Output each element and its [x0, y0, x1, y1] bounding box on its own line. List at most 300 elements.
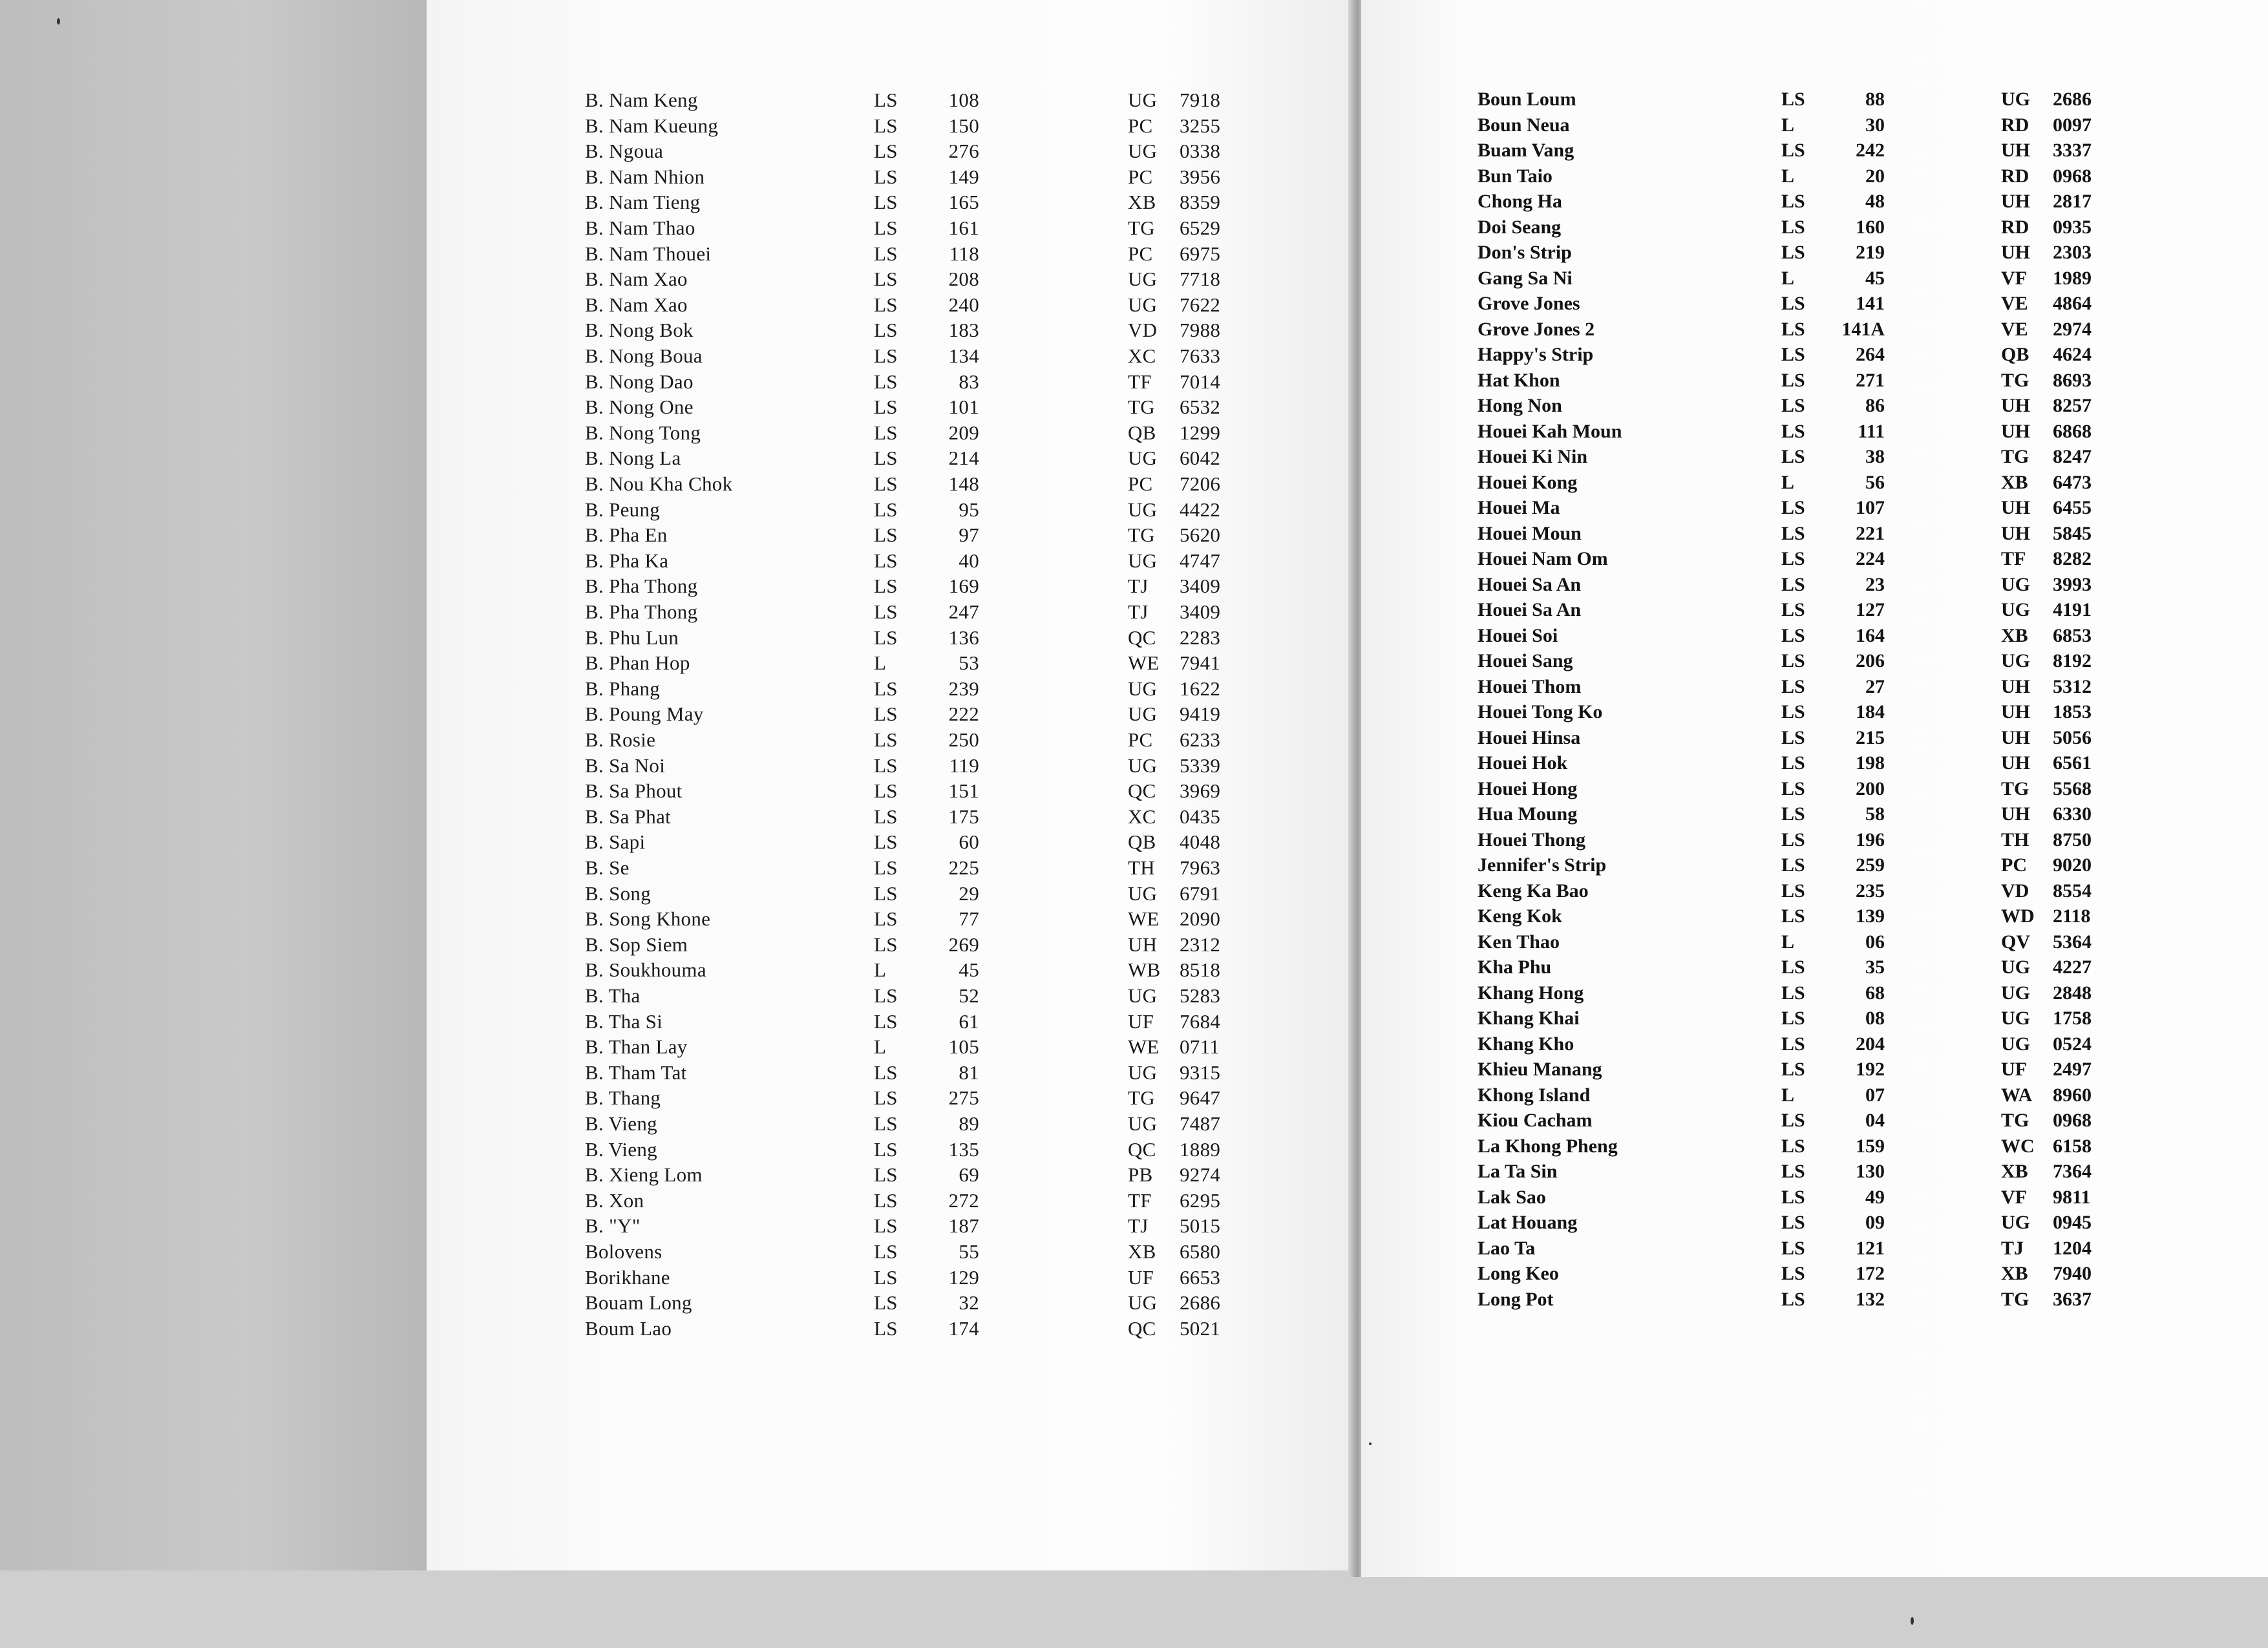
- grid-coordinate: 8257: [2053, 395, 2092, 416]
- site-number: 88: [1865, 89, 1885, 110]
- grid-coordinate: 0338: [1180, 140, 1221, 163]
- site-type: LS: [1781, 1135, 1805, 1157]
- site-type: L: [1781, 1084, 1795, 1106]
- grid-coordinate: 4048: [1180, 830, 1221, 854]
- site-type: LS: [1781, 216, 1805, 238]
- site-number: 135: [948, 1137, 979, 1161]
- grid-coordinate: 3956: [1180, 165, 1221, 188]
- grid-coordinate: 7988: [1180, 319, 1221, 342]
- grid-zone: UH: [1128, 933, 1158, 956]
- site-number: 108: [948, 89, 979, 111]
- site-name: B. Peung: [585, 498, 661, 521]
- site-name: Ken Thao: [1478, 931, 1560, 953]
- site-type: LS: [874, 1061, 898, 1084]
- site-type: LS: [874, 114, 898, 137]
- site-name: Jennifer's Strip: [1478, 854, 1607, 876]
- site-name: B. Nam Keng: [585, 89, 698, 111]
- grid-coordinate: 8359: [1180, 191, 1221, 214]
- site-number: 111: [1858, 420, 1885, 442]
- site-number: 32: [959, 1291, 979, 1315]
- site-name: Grove Jones: [1478, 293, 1580, 314]
- site-number: 224: [1856, 548, 1885, 569]
- site-type: LS: [1781, 777, 1805, 799]
- grid-coordinate: 5021: [1180, 1316, 1221, 1340]
- grid-coordinate: 3255: [1180, 114, 1221, 137]
- site-type: LS: [1781, 1008, 1805, 1029]
- grid-coordinate: 2848: [2053, 982, 2092, 1004]
- grid-zone: PC: [1128, 728, 1153, 751]
- grid-zone: TG: [2001, 777, 2030, 799]
- site-name: B. Pha En: [585, 523, 668, 547]
- site-name: B. Than Lay: [585, 1035, 688, 1059]
- site-type: LS: [874, 703, 898, 726]
- site-number: 58: [1865, 803, 1885, 825]
- grid-zone: XB: [2001, 624, 2028, 646]
- site-type: LS: [1781, 650, 1805, 671]
- grid-coordinate: 2497: [2053, 1059, 2092, 1080]
- site-name: Bouam Long: [585, 1291, 692, 1315]
- site-type: LS: [1781, 420, 1805, 442]
- grid-coordinate: 8750: [2053, 829, 2092, 850]
- site-number: 150: [948, 114, 979, 137]
- grid-coordinate: 6330: [2053, 803, 2092, 825]
- grid-zone: UG: [2001, 1008, 2030, 1029]
- site-type: L: [1781, 165, 1795, 187]
- site-number: 68: [1865, 982, 1885, 1004]
- grid-zone: UG: [1128, 882, 1158, 905]
- site-name: Houei Kong: [1478, 471, 1578, 493]
- site-name: Houei Thong: [1478, 829, 1586, 850]
- site-number: 187: [948, 1214, 979, 1238]
- site-number: 161: [948, 217, 979, 239]
- grid-coordinate: 9811: [2053, 1186, 2091, 1208]
- grid-zone: TG: [1128, 1086, 1155, 1110]
- grid-zone: RD: [2001, 114, 2030, 136]
- site-number: 20: [1865, 165, 1885, 187]
- site-type: LS: [1781, 599, 1805, 620]
- site-type: LS: [1781, 905, 1805, 927]
- site-name: B. Nam Thouei: [585, 242, 712, 265]
- site-type: LS: [1781, 752, 1805, 774]
- site-number: 196: [1856, 829, 1885, 850]
- site-type: LS: [1781, 1237, 1805, 1259]
- site-number: 235: [1856, 880, 1885, 902]
- site-number: 97: [959, 523, 979, 547]
- grid-zone: PC: [1128, 242, 1153, 265]
- site-type: LS: [1781, 1033, 1805, 1055]
- site-number: 250: [948, 728, 979, 751]
- site-number: 183: [948, 319, 979, 342]
- site-number: 45: [1865, 267, 1885, 289]
- site-number: 77: [959, 907, 979, 931]
- site-type: LS: [874, 447, 898, 470]
- grid-zone: UG: [1128, 293, 1158, 316]
- site-name: B. Thang: [585, 1086, 661, 1110]
- grid-zone: UG: [1128, 498, 1158, 521]
- grid-zone: PC: [1128, 165, 1153, 188]
- left-page: [427, 0, 1351, 1570]
- site-name: Kiou Cacham: [1478, 1110, 1593, 1131]
- site-number: 204: [1856, 1033, 1885, 1055]
- site-name: Don's Strip: [1478, 242, 1572, 263]
- site-type: LS: [874, 293, 898, 316]
- grid-coordinate: 0711: [1180, 1035, 1220, 1059]
- grid-zone: RD: [2001, 165, 2030, 187]
- grid-coordinate: 1889: [1180, 1137, 1221, 1161]
- site-name: B. Phang: [585, 677, 661, 700]
- grid-zone: UG: [2001, 599, 2030, 620]
- grid-zone: WC: [2001, 1135, 2035, 1157]
- grid-coordinate: 1204: [2053, 1237, 2092, 1259]
- site-name: B. Xieng Lom: [585, 1163, 703, 1187]
- site-number: 38: [1865, 446, 1885, 467]
- site-number: 276: [948, 140, 979, 163]
- site-number: 49: [1865, 1186, 1885, 1208]
- grid-coordinate: 4624: [2053, 344, 2092, 365]
- grid-zone: UG: [1128, 754, 1158, 777]
- site-number: 164: [1856, 624, 1885, 646]
- site-type: LS: [1781, 956, 1805, 978]
- site-name: Khang Kho: [1478, 1033, 1574, 1055]
- site-number: 55: [959, 1240, 979, 1263]
- grid-coordinate: 6295: [1180, 1188, 1221, 1212]
- site-type: LS: [1781, 548, 1805, 569]
- grid-coordinate: 4227: [2053, 956, 2092, 978]
- grid-coordinate: 4191: [2053, 599, 2092, 620]
- grid-zone: QC: [1128, 626, 1156, 649]
- grid-coordinate: 5620: [1180, 523, 1221, 547]
- site-number: 269: [948, 933, 979, 956]
- grid-coordinate: 9020: [2053, 854, 2092, 876]
- grid-zone: VF: [2001, 1186, 2027, 1208]
- grid-coordinate: 2090: [1180, 907, 1221, 931]
- site-name: B. Tham Tat: [585, 1061, 687, 1084]
- site-type: LS: [1781, 369, 1805, 391]
- grid-zone: VE: [2001, 318, 2028, 340]
- site-name: Buam Vang: [1478, 140, 1574, 161]
- site-type: LS: [874, 140, 898, 163]
- grid-zone: UG: [1128, 268, 1158, 291]
- grid-coordinate: 0945: [2053, 1212, 2092, 1233]
- grid-zone: UF: [2001, 1059, 2027, 1080]
- site-number: 132: [1856, 1288, 1885, 1310]
- grid-zone: QC: [1128, 1137, 1156, 1161]
- site-name: B. Nam Kueung: [585, 114, 719, 137]
- site-name: B. Nong Bok: [585, 319, 694, 342]
- grid-coordinate: 6233: [1180, 728, 1221, 751]
- grid-coordinate: 5339: [1180, 754, 1221, 777]
- site-name: B. Se: [585, 856, 630, 879]
- site-number: 09: [1865, 1212, 1885, 1233]
- grid-zone: UG: [2001, 650, 2030, 671]
- left-page-airfield-list: [585, 89, 1231, 1355]
- grid-zone: XB: [1128, 1240, 1156, 1263]
- grid-coordinate: 6158: [2053, 1135, 2092, 1157]
- site-type: LS: [1781, 1161, 1805, 1182]
- site-type: LS: [1781, 675, 1805, 697]
- grid-coordinate: 7718: [1180, 268, 1221, 291]
- site-name: B. Soukhouma: [585, 958, 706, 982]
- site-number: 35: [1865, 956, 1885, 978]
- site-name: Houei Ki Nin: [1478, 446, 1588, 467]
- site-name: Bun Taio: [1478, 165, 1553, 187]
- site-name: B. Vieng: [585, 1137, 657, 1161]
- grid-coordinate: 2686: [2053, 89, 2092, 110]
- grid-zone: PC: [2001, 854, 2027, 876]
- grid-coordinate: 7918: [1180, 89, 1221, 111]
- grid-zone: UH: [2001, 242, 2030, 263]
- site-number: 208: [948, 268, 979, 291]
- site-number: 222: [948, 703, 979, 726]
- grid-coordinate: 5312: [2053, 675, 2092, 697]
- site-type: LS: [874, 805, 898, 828]
- site-type: LS: [874, 242, 898, 265]
- site-name: Gang Sa Ni: [1478, 267, 1573, 289]
- grid-coordinate: 3637: [2053, 1288, 2092, 1310]
- grid-zone: XC: [1128, 805, 1156, 828]
- grid-coordinate: 3993: [2053, 573, 2092, 595]
- site-number: 06: [1865, 931, 1885, 953]
- grid-zone: TF: [1128, 1188, 1152, 1212]
- site-name: Khong Island: [1478, 1084, 1591, 1106]
- grid-zone: UH: [2001, 701, 2030, 723]
- site-number: 159: [1856, 1135, 1885, 1157]
- site-type: LS: [874, 1265, 898, 1289]
- site-type: LS: [874, 754, 898, 777]
- site-name: Houei Sa An: [1478, 599, 1582, 620]
- site-number: 175: [948, 805, 979, 828]
- site-type: LS: [874, 523, 898, 547]
- grid-zone: UG: [2001, 573, 2030, 595]
- grid-zone: UG: [2001, 956, 2030, 978]
- grid-zone: UH: [2001, 420, 2030, 442]
- grid-zone: UH: [2001, 140, 2030, 161]
- site-type: LS: [1781, 446, 1805, 467]
- site-number: 209: [948, 421, 979, 444]
- grid-zone: UG: [2001, 1033, 2030, 1055]
- grid-zone: XB: [1128, 191, 1156, 214]
- grid-coordinate: 1299: [1180, 421, 1221, 444]
- grid-zone: UG: [2001, 982, 2030, 1004]
- grid-zone: TG: [1128, 396, 1155, 419]
- scan-speck: [1911, 1617, 1914, 1625]
- site-name: Khieu Manang: [1478, 1059, 1602, 1080]
- grid-coordinate: 7206: [1180, 472, 1221, 495]
- site-number: 174: [948, 1316, 979, 1340]
- grid-coordinate: 6868: [2053, 420, 2092, 442]
- site-type: L: [874, 958, 887, 982]
- site-type: LS: [874, 677, 898, 700]
- site-type: LS: [874, 549, 898, 572]
- site-name: Lat Houang: [1478, 1212, 1578, 1233]
- site-type: LS: [1781, 318, 1805, 340]
- grid-zone: UG: [1128, 1291, 1158, 1315]
- site-name: B. Nong Boua: [585, 344, 703, 367]
- grid-zone: UG: [1128, 140, 1158, 163]
- site-type: L: [1781, 471, 1795, 493]
- site-name: Boun Neua: [1478, 114, 1570, 136]
- site-number: 264: [1856, 344, 1885, 365]
- site-number: 23: [1865, 573, 1885, 595]
- site-name: Bolovens: [585, 1240, 662, 1263]
- grid-zone: TF: [2001, 548, 2026, 569]
- grid-coordinate: 2303: [2053, 242, 2092, 263]
- grid-zone: TJ: [1128, 600, 1149, 623]
- site-type: LS: [1781, 829, 1805, 850]
- site-type: LS: [874, 882, 898, 905]
- site-name: B. Tha: [585, 984, 641, 1007]
- site-number: 129: [948, 1265, 979, 1289]
- site-name: B. Nam Xao: [585, 268, 688, 291]
- site-number: 60: [959, 830, 979, 854]
- grid-zone: UH: [2001, 752, 2030, 774]
- site-type: LS: [874, 165, 898, 188]
- site-type: LS: [874, 191, 898, 214]
- grid-coordinate: 6561: [2053, 752, 2092, 774]
- grid-zone: UH: [2001, 191, 2030, 212]
- site-name: Hong Non: [1478, 395, 1562, 416]
- grid-zone: UG: [1128, 1112, 1158, 1135]
- site-number: 221: [1856, 522, 1885, 544]
- grid-zone: PC: [1128, 472, 1153, 495]
- site-name: Lak Sao: [1478, 1186, 1546, 1208]
- site-type: LS: [874, 907, 898, 931]
- site-number: 83: [959, 370, 979, 393]
- site-type: LS: [1781, 395, 1805, 416]
- site-number: 29: [959, 882, 979, 905]
- grid-coordinate: 0968: [2053, 165, 2092, 187]
- grid-coordinate: 0435: [1180, 805, 1221, 828]
- grid-zone: WB: [1128, 958, 1161, 982]
- site-name: Houei Nam Om: [1478, 548, 1608, 569]
- grid-zone: TF: [1128, 370, 1152, 393]
- site-name: B. Nam Xao: [585, 293, 688, 316]
- site-type: LS: [1781, 726, 1805, 748]
- site-number: 30: [1865, 114, 1885, 136]
- grid-coordinate: 6532: [1180, 396, 1221, 419]
- grid-zone: UF: [1128, 1265, 1154, 1289]
- site-name: Houei Thom: [1478, 675, 1582, 697]
- grid-zone: TH: [1128, 856, 1155, 879]
- site-name: Houei Ma: [1478, 497, 1560, 518]
- site-number: 275: [948, 1086, 979, 1110]
- grid-zone: UH: [2001, 803, 2030, 825]
- site-type: LS: [1781, 293, 1805, 314]
- site-type: LS: [874, 1163, 898, 1187]
- site-name: Borikhane: [585, 1265, 670, 1289]
- site-type: LS: [1781, 191, 1805, 212]
- grid-coordinate: 4747: [1180, 549, 1221, 572]
- site-type: LS: [874, 344, 898, 367]
- site-type: LS: [1781, 803, 1805, 825]
- scanner-background-bottom: [0, 1570, 2268, 1648]
- site-type: LS: [874, 1112, 898, 1135]
- site-name: B. Ngoua: [585, 140, 664, 163]
- site-name: B. Sa Noi: [585, 754, 666, 777]
- grid-zone: TG: [2001, 1110, 2030, 1131]
- grid-coordinate: 6853: [2053, 624, 2092, 646]
- grid-zone: VD: [2001, 880, 2030, 902]
- grid-coordinate: 2283: [1180, 626, 1221, 649]
- grid-zone: UH: [2001, 522, 2030, 544]
- site-number: 69: [959, 1163, 979, 1187]
- grid-zone: UF: [1128, 1009, 1154, 1033]
- site-name: B. Sa Phat: [585, 805, 672, 828]
- site-type: LS: [874, 1291, 898, 1315]
- site-number: 95: [959, 498, 979, 521]
- grid-coordinate: 2817: [2053, 191, 2092, 212]
- site-type: LS: [874, 217, 898, 239]
- grid-coordinate: 8192: [2053, 650, 2092, 671]
- site-number: 242: [1856, 140, 1885, 161]
- site-name: B. Pha Thong: [585, 575, 698, 598]
- grid-zone: XB: [2001, 1263, 2028, 1284]
- site-number: 118: [949, 242, 979, 265]
- site-number: 169: [948, 575, 979, 598]
- grid-coordinate: 3337: [2053, 140, 2092, 161]
- site-name: Houei Sang: [1478, 650, 1573, 671]
- site-name: Houei Kah Moun: [1478, 420, 1622, 442]
- grid-zone: UH: [2001, 497, 2030, 518]
- grid-coordinate: 6791: [1180, 882, 1221, 905]
- grid-zone: PB: [1128, 1163, 1153, 1187]
- site-number: 214: [948, 447, 979, 470]
- grid-coordinate: 9315: [1180, 1061, 1221, 1084]
- grid-coordinate: 0968: [2053, 1110, 2092, 1131]
- site-type: LS: [1781, 624, 1805, 646]
- grid-coordinate: 5364: [2053, 931, 2092, 953]
- grid-zone: QC: [1128, 1316, 1156, 1340]
- site-type: LS: [874, 933, 898, 956]
- site-name: Boun Loum: [1478, 89, 1576, 110]
- grid-coordinate: 7014: [1180, 370, 1221, 393]
- grid-zone: VF: [2001, 267, 2027, 289]
- site-number: 121: [1856, 1237, 1885, 1259]
- grid-zone: XB: [2001, 1161, 2028, 1182]
- site-name: Kha Phu: [1478, 956, 1552, 978]
- grid-coordinate: 6580: [1180, 1240, 1221, 1263]
- grid-zone: WE: [1128, 1035, 1160, 1059]
- grid-coordinate: 8554: [2053, 880, 2092, 902]
- grid-zone: VD: [1128, 319, 1158, 342]
- site-number: 134: [948, 344, 979, 367]
- grid-zone: UG: [1128, 703, 1158, 726]
- site-number: 52: [959, 984, 979, 1007]
- grid-zone: RD: [2001, 216, 2030, 238]
- grid-zone: TG: [1128, 217, 1155, 239]
- site-type: LS: [874, 830, 898, 854]
- grid-zone: UG: [1128, 677, 1158, 700]
- grid-coordinate: 6529: [1180, 217, 1221, 239]
- site-type: LS: [1781, 1212, 1805, 1233]
- site-type: LS: [1781, 242, 1805, 263]
- site-type: LS: [1781, 880, 1805, 902]
- site-number: 45: [959, 958, 979, 982]
- site-number: 240: [948, 293, 979, 316]
- site-type: LS: [1781, 1288, 1805, 1310]
- grid-coordinate: 2118: [2053, 905, 2091, 927]
- site-type: LS: [1781, 982, 1805, 1004]
- site-number: 200: [1856, 777, 1885, 799]
- site-name: B. Sapi: [585, 830, 646, 854]
- site-name: B. Pha Ka: [585, 549, 669, 572]
- site-type: LS: [1781, 140, 1805, 161]
- site-name: Lao Ta: [1478, 1237, 1536, 1259]
- grid-coordinate: 8247: [2053, 446, 2092, 467]
- site-type: LS: [874, 626, 898, 649]
- grid-coordinate: 7941: [1180, 651, 1221, 675]
- grid-coordinate: 9647: [1180, 1086, 1221, 1110]
